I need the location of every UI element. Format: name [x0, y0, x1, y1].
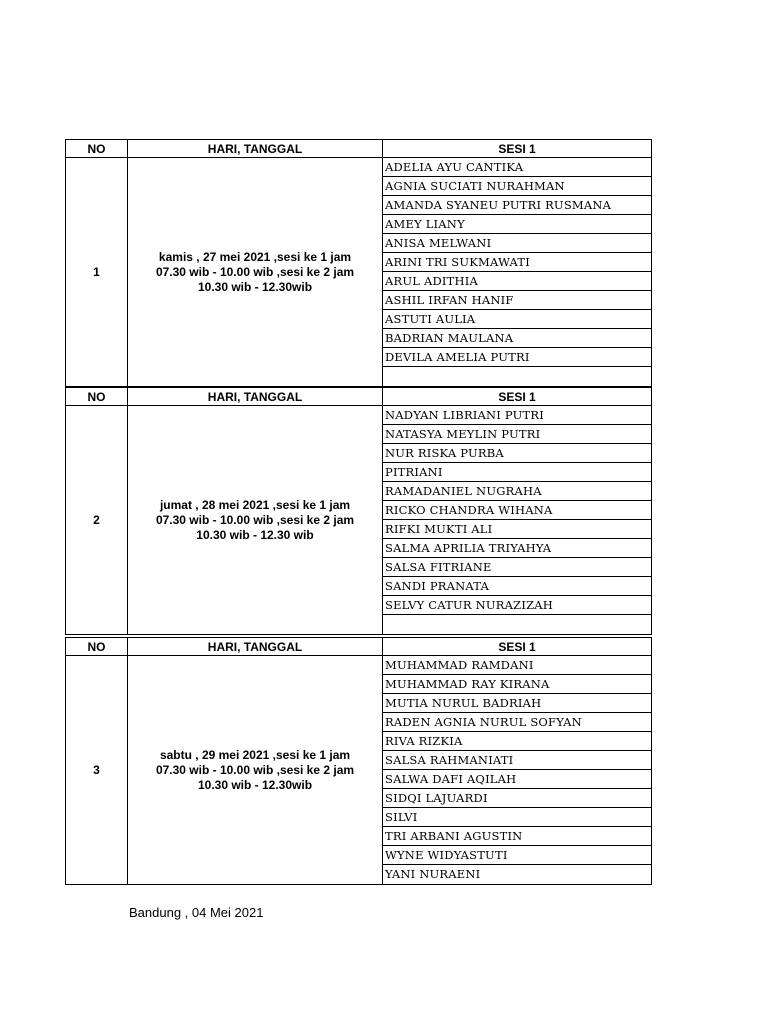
list-item: RICKO CHANDRA WIHANA	[383, 501, 651, 520]
list-item: ARUL ADITHIA	[383, 272, 651, 291]
list-item	[383, 367, 651, 386]
list-item: TRI ARBANI AGUSTIN	[383, 827, 651, 846]
list-item: ANISA MELWANI	[383, 234, 651, 253]
list-item: MUTIA NURUL BADRIAH	[383, 694, 651, 713]
list-item: RIFKI MUKTI ALI	[383, 520, 651, 539]
table-header	[65, 139, 652, 158]
list-item: AGNIA SUCIATI NURAHMAN	[383, 177, 651, 196]
header-day: HARI, TANGGAL	[128, 388, 383, 405]
names-list	[383, 158, 651, 386]
list-item: ARINI TRI SUKMAWATI	[383, 253, 651, 272]
list-item: SALSA FITRIANE	[383, 558, 651, 577]
list-item: WYNE WIDYASTUTI	[383, 846, 651, 865]
block-day: sabtu , 29 mei 2021 ,sesi ke 1 jam 07.30 wib - 10.00 wib ,sesi ke 2 jam 10.30 wib - 12.30wib	[128, 656, 383, 884]
block-number: 1	[66, 158, 128, 386]
list-item: SALWA DAFI AQILAH	[383, 770, 651, 789]
header-day: HARI, TANGGAL	[128, 140, 383, 157]
list-item: RIVA RIZKIA	[383, 732, 651, 751]
block-day: kamis , 27 mei 2021 ,sesi ke 1 jam 07.30 wib - 10.00 wib ,sesi ke 2 jam 10.30 wib - 12.30wib	[128, 158, 383, 386]
list-item: SALSA RAHMANIATI	[383, 751, 651, 770]
document-footer-date: Bandung , 04 Mei 2021	[129, 905, 264, 920]
header-session: SESI 1	[498, 639, 536, 654]
schedule-block-3	[65, 637, 652, 885]
header-no: NO	[66, 388, 128, 405]
list-item: MUHAMMAD RAY KIRANA	[383, 675, 651, 694]
block-body	[65, 406, 652, 635]
block-number: 3	[66, 656, 128, 884]
names-list	[383, 656, 651, 884]
schedule-block-2	[65, 387, 652, 635]
list-item: ASHIL IRFAN HANIF	[383, 291, 651, 310]
list-item: SALMA APRILIA TRIYAHYA	[383, 539, 651, 558]
header-no: NO	[66, 140, 128, 157]
block-body	[65, 158, 652, 387]
list-item: ASTUTI AULIA	[383, 310, 651, 329]
block-body	[65, 656, 652, 885]
list-item: ADELIA AYU CANTIKA	[383, 158, 651, 177]
list-item: NATASYA MEYLIN PUTRI	[383, 425, 651, 444]
table-header	[65, 637, 652, 656]
list-item: RADEN AGNIA NURUL SOFYAN	[383, 713, 651, 732]
list-item: SIDQI LAJUARDI	[383, 789, 651, 808]
list-item: AMEY LIANY	[383, 215, 651, 234]
block-number: 2	[66, 406, 128, 634]
header-day: HARI, TANGGAL	[128, 638, 383, 655]
list-item: DEVILA AMELIA PUTRI	[383, 348, 651, 367]
block-day: jumat , 28 mei 2021 ,sesi ke 1 jam 07.30 wib - 10.00 wib ,sesi ke 2 jam 10.30 wib - 12.30 wib	[128, 406, 383, 634]
list-item: NADYAN LIBRIANI PUTRI	[383, 406, 651, 425]
list-item: RAMADANIEL NUGRAHA	[383, 482, 651, 501]
header-no: NO	[66, 638, 128, 655]
schedule-block-1	[65, 139, 652, 387]
list-item: PITRIANI	[383, 463, 651, 482]
list-item: NUR RISKA PURBA	[383, 444, 651, 463]
names-list	[383, 406, 651, 634]
table-header	[65, 387, 652, 406]
list-item: SILVI	[383, 808, 651, 827]
list-item: AMANDA SYANEU PUTRI RUSMANA	[383, 196, 651, 215]
list-item: BADRIAN MAULANA	[383, 329, 651, 348]
header-session: SESI 1	[498, 389, 536, 404]
list-item: SELVY CATUR NURAZIZAH	[383, 596, 651, 615]
list-item: YANI NURAENI	[385, 867, 481, 881]
list-item: MUHAMMAD RAMDANI	[383, 656, 651, 675]
list-item	[383, 615, 651, 634]
header-session: SESI 1	[498, 141, 536, 156]
list-item: SANDI PRANATA	[383, 577, 651, 596]
